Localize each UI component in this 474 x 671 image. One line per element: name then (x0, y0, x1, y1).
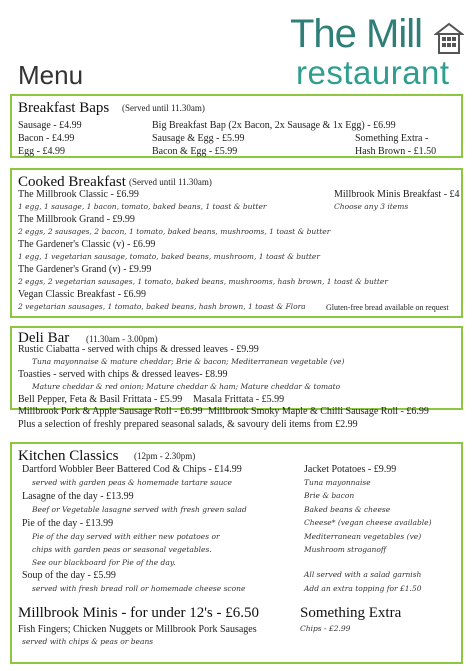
menu-item-description: Mushroom stroganoff (304, 545, 387, 554)
menu-title: Menu (18, 60, 84, 90)
menu-item-description: 1 egg, 1 vegetarian sausage, tomato, baked beans, mushroom, 1 toast & butter (18, 252, 320, 261)
menu-item: Sausage & Egg - £5.99 (152, 133, 245, 144)
breakfast-baps-title: Breakfast Baps (18, 100, 110, 116)
kitchen-classics-title: Kitchen Classics (18, 448, 119, 464)
menu-item: Sausage - £4.99 (18, 120, 82, 131)
menu-item: Pie of the day - £13.99 (22, 518, 114, 529)
menu-item: Something Extra - (355, 133, 429, 144)
deli-bar-title: Deli Bar (18, 330, 70, 346)
brand-subtitle: restaurant (296, 54, 450, 91)
gluten-free-note: Gluten-free bread available on request (326, 303, 449, 312)
menu-item-description: Mature cheddar & red onion; Mature cheddar & ham; Mature cheddar & tomato (32, 382, 341, 391)
menu-item: Hash Brown - £1.50 (355, 146, 437, 157)
mill-house-icon (434, 22, 464, 54)
menu-item-description: Cheese* (vegan cheese available) (304, 518, 432, 527)
menu-item: Egg - £4.99 (18, 146, 65, 157)
menu-item: Masala Frittata - £5.99 (193, 394, 285, 405)
millbrook-minis-title: Millbrook Minis - for under 12's - £6.50 (18, 605, 260, 621)
menu-item: Millbrook Minis Breakfast - £4 (334, 189, 460, 200)
menu-item-description: 2 eggs, 2 sausages, 2 bacon, 1 tomato, baked beans, mushrooms, 1 toast & butter (18, 227, 331, 236)
menu-item-description: served with fresh bread roll or homemade cheese scone (32, 584, 246, 593)
menu-item: Fish Fingers; Chicken Nuggets or Millbrook Pork Sausages (18, 624, 257, 635)
menu-item: Millbrook Smoky Maple & Chilli Sausage Roll - £6.99 (208, 406, 429, 417)
menu-item-description: Beef or Vegetable lasagne served with fresh green salad (32, 505, 247, 514)
menu-item-description: See our blackboard for Pie of the day. (32, 558, 176, 567)
menu-item: Jacket Potatoes - £9.99 (304, 464, 397, 475)
menu-item-description: Chips - £2.99 (300, 624, 351, 633)
deli-bar-served: (11.30am - 3.00pm) (86, 334, 158, 344)
menu-item-description: Pie of the day served with either new potatoes or (32, 532, 220, 541)
menu-item: The Millbrook Grand - £9.99 (18, 214, 135, 225)
menu-item-description: served with chips & peas or beans (22, 637, 154, 646)
menu-item-description: chips with garden peas or seasonal vegetables. (32, 545, 212, 554)
menu-item-description: Add an extra topping for £1.50 (304, 584, 422, 593)
menu-item: Lasagne of the day - £13.99 (22, 491, 134, 502)
menu-item-description: 1 egg, 1 sausage, 1 bacon, tomato, baked beans, 1 toast & butter (18, 202, 267, 211)
menu-item-description: Tuna mayonnaise (304, 478, 371, 487)
menu-item: Bell Pepper, Feta & Basil Frittata - £5.99 (18, 394, 183, 405)
menu-item-description: 2 eggs, 2 vegetarian sausages, 1 tomato, baked beans, mushrooms, hash brown, 1 toast & butter (18, 277, 388, 286)
menu-item: Rustic Ciabatta - served with chips & dressed leaves - £9.99 (18, 344, 259, 355)
menu-item: Bacon & Egg - £5.99 (152, 146, 238, 157)
menu-item-description: Tuna mayonnaise & mature cheddar; Brie & bacon; Mediterranean vegetable (ve) (32, 357, 345, 366)
menu-item: The Gardener's Grand (v) - £9.99 (18, 264, 152, 275)
breakfast-baps-served: (Served until 11.30am) (122, 103, 205, 113)
menu-item: Plus a selection of freshly prepared seasonal salads, & savoury deli items from £2.99 (18, 419, 358, 430)
menu-item: Dartford Wobbler Beer Battered Cod & Chips - £14.99 (22, 464, 242, 475)
menu-item-description: Brie & bacon (304, 491, 355, 500)
menu-item-description: Choose any 3 items (334, 202, 409, 211)
kitchen-classics-served: (12pm - 2.30pm) (134, 451, 196, 461)
menu-item: Toasties - served with chips & dressed leaves- £8.99 (18, 369, 228, 380)
menu-item-description: All served with a salad garnish (304, 570, 422, 579)
menu-item: Soup of the day - £5.99 (22, 570, 116, 581)
menu-item: Vegan Classic Breakfast - £6.99 (18, 289, 147, 300)
menu-item-description: served with garden peas & homemade tartare sauce (32, 478, 232, 487)
menu-item: The Millbrook Classic - £6.99 (18, 189, 139, 200)
cooked-breakfast-title: Cooked Breakfast (18, 174, 126, 190)
menu-item: Millbrook Pork & Apple Sausage Roll - £6.99 (18, 406, 203, 417)
menu-item-description: Baked beans & cheese (304, 505, 391, 514)
menu-item: Bacon - £4.99 (18, 133, 75, 144)
menu-item: The Gardener's Classic (v) - £6.99 (18, 239, 156, 250)
cooked-breakfast-served: (Served until 11.30am) (129, 177, 212, 187)
menu-item-description: 2 vegetarian sausages, 1 tomato, baked beans, hash brown, 1 toast & Flora (18, 302, 306, 311)
brand-name: The Mill (290, 12, 423, 56)
something-extra-title: Something Extra (300, 605, 402, 621)
menu-item: Big Breakfast Bap (2x Bacon, 2x Sausage & 1x Egg) - £6.99 (152, 120, 396, 131)
menu-item-description: Mediterranean vegetables (ve) (304, 532, 422, 541)
